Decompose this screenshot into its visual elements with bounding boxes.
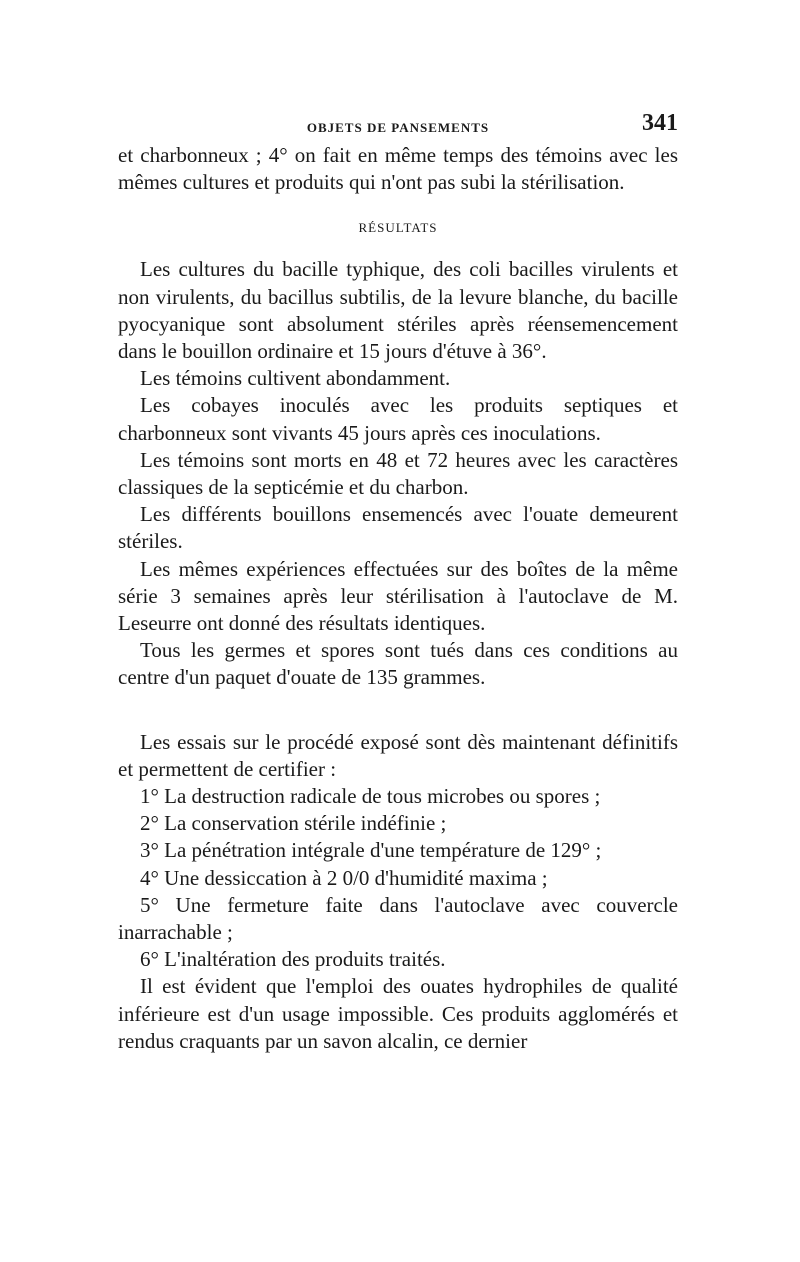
list-item: 6° L'inaltération des produits traités.	[140, 947, 446, 972]
paragraph-continuation: et charbonneux ; 4° on fait en même temps des témoins avec les mêmes cultures et produits qui n'ont pas subi la stérilisation.	[118, 143, 678, 195]
list-item: 5° Une fermeture faite dans l'autoclave avec couvercle inarrachable ;	[118, 892, 678, 945]
paragraph: Les mêmes expériences effectuées sur des boîtes de la même série 3 semaines après leur stérilisation à l'autoclave de M. Leseurre ont donné des résultats identiques.	[118, 556, 678, 636]
book-page	[118, 108, 678, 1055]
list-item: 3° La pénétration intégrale d'une température de 129° ;	[140, 838, 602, 863]
list-item: 4° Une dessiccation à 2 0/0 d'humidité maxima ;	[140, 865, 548, 890]
spacer	[118, 692, 678, 729]
paragraph: Les différents bouillons ensemencés avec l'ouate demeurent stériles.	[118, 502, 678, 554]
paragraph: Les témoins sont morts en 48 et 72 heures avec les caractères classiques de la septicémie et du charbon.	[118, 447, 678, 500]
page-header	[118, 108, 678, 142]
section-title: RÉSULTATS	[358, 220, 438, 236]
paragraph: Tous les germes et spores sont tués dans ces conditions au centre d'un paquet d'ouate de 135 grammes.	[118, 638, 678, 690]
paragraph: Il est évident que l'emploi des ouates hydrophiles de qualité inférieure est d'un usage impossible. Ces produits agglomérés et rendus craquants par un savon alcalin, ce dernier	[118, 974, 678, 1053]
paragraph: Les cobayes inoculés avec les produits septiques et charbonneux sont vivants 45 jours après ces inoculations.	[118, 393, 678, 445]
paragraph: Les essais sur le procédé exposé sont dès maintenant définitifs et permettent de certifier :	[118, 729, 678, 781]
page-number: 341	[642, 110, 678, 136]
list-item: 2° La conservation stérile indéfinie ;	[140, 811, 447, 836]
paragraph: Les témoins cultivent abondamment.	[140, 366, 451, 391]
paragraph: Les cultures du bacille typhique, des coli bacilles virulents et non virulents, du bacillus subtilis, de la levure blanche, du bacille pyocyanique sont absolument stériles après réensemencement dans le bouillon ordinaire et 15 jours d'étuve à 36°.	[118, 257, 678, 364]
running-title: OBJETS DE PANSEMENTS	[306, 120, 490, 135]
list-item: 1° La destruction radicale de tous microbes ou spores ;	[140, 784, 601, 809]
